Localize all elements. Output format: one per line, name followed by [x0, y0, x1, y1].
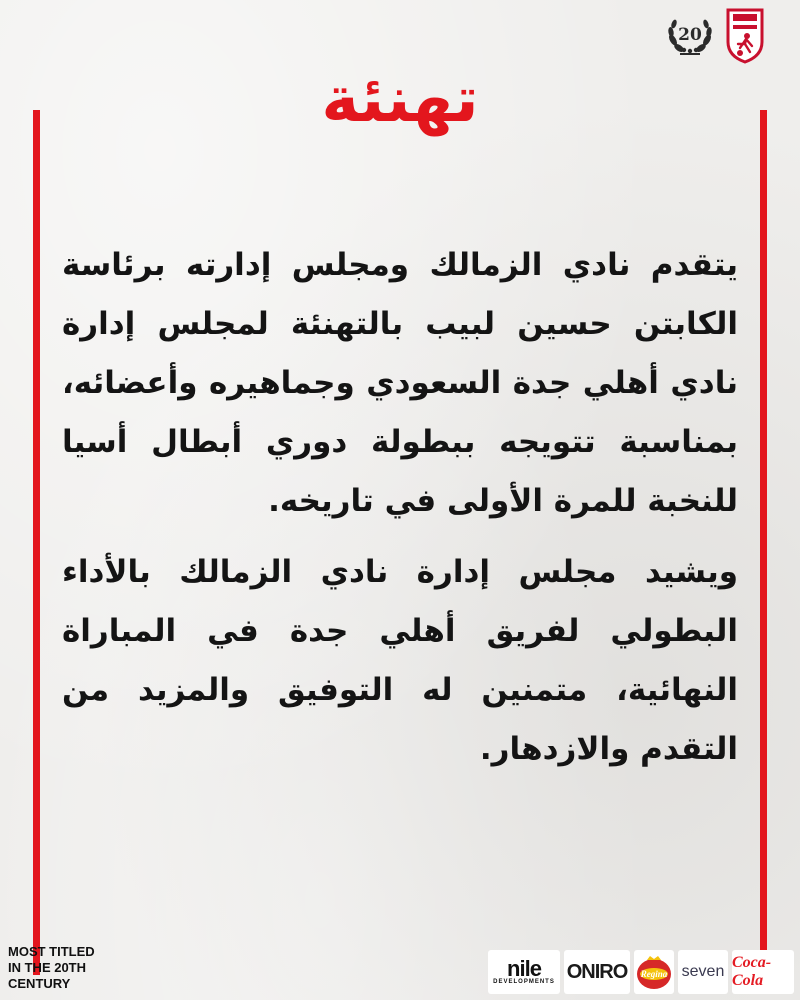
sponsor-coke-logo [732, 950, 794, 994]
motto-line-3: CENTURY [8, 976, 71, 991]
badge-number: 20 [678, 25, 702, 45]
statement-body [62, 236, 738, 791]
sponsor-seven-name: seven [681, 963, 725, 980]
laurel-badge-icon [664, 10, 716, 62]
sponsor-nile-sub: DEVELOPMENTS [493, 979, 555, 985]
logo-area [664, 8, 764, 64]
sponsor-nile-logo [488, 950, 560, 994]
regina-logo-icon [634, 950, 674, 994]
motto-line-2: IN THE 20TH [8, 960, 87, 975]
sponsor-nile-name: nile [507, 956, 541, 981]
sponsor-oniro-name: ONIRO [566, 960, 628, 983]
motto [8, 944, 128, 992]
sponsor-coke-name: Coca-Cola [732, 954, 772, 989]
right-red-rule [760, 110, 767, 975]
club-crest-icon [726, 8, 764, 64]
sponsor-oniro-logo [564, 950, 630, 994]
paragraph-2: ويشيد مجلس إدارة نادي الزمالك بالأداء البطولي لفريق أهلي جدة في المباراة النهائية، متمنين له التوفيق والمزيد من التقدم والازدهار. [62, 554, 738, 767]
page-title: تهنئة [321, 63, 479, 137]
sponsor-strip [488, 950, 794, 994]
paragraph-1: يتقدم نادي الزمالك ومجلس إدارته برئاسة الكابتن حسين لبيب بالتهنئة لمجلس إدارة نادي أهلي جدة السعودي وجماهيره وأعضائه، بمناسبة تتويجه ببطولة دوري أبطال أسيا للنخبة للمرة الأولى في تاريخه. [62, 247, 738, 519]
motto-line-1: MOST TITLED [8, 944, 95, 959]
sponsor-regina-name: Regina [640, 969, 668, 979]
sponsor-seven-logo [678, 950, 728, 994]
left-red-rule [33, 110, 40, 975]
